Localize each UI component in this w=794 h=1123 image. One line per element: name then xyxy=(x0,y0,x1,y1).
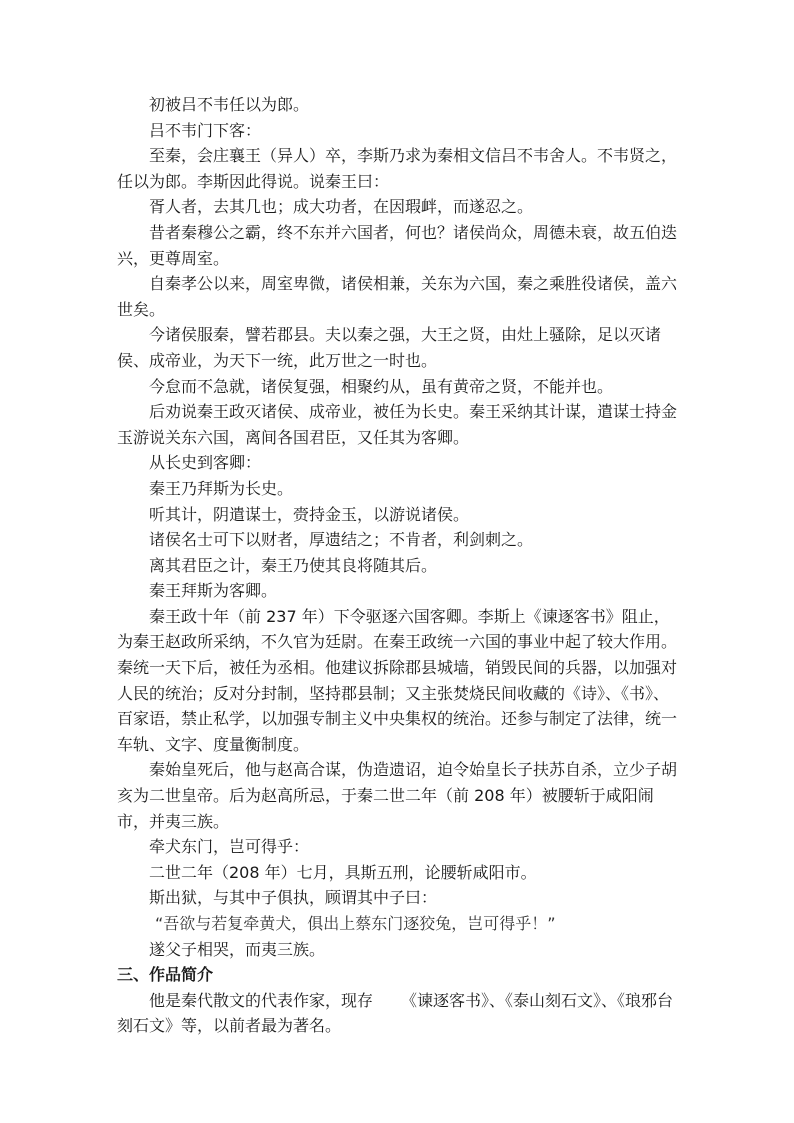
paragraph: 斯出狱，与其中子俱执，顾谓其中子曰： xyxy=(149,888,438,908)
paragraph: 诸侯名士可下以财者，厚遗结之；不肯者，利剑刺之。 xyxy=(149,530,534,550)
paragraph: 至秦，会庄襄王（异人）卒，李斯乃求为秦相文信吕不韦舍人。不韦贤之，任以为郎。李斯因此得说。说秦王曰： xyxy=(117,146,678,191)
document-body xyxy=(117,92,683,1039)
paragraph: 秦王乃拜斯为长史。 xyxy=(149,478,294,498)
paragraph: 遂父子相哭，而夷三族。 xyxy=(149,939,326,959)
paragraph: 吕不韦门下客： xyxy=(149,120,262,140)
intro-works-text: 《谏逐客书》、《泰山刻石文》、《琅邪台刻石文》等，以前者最为著名。 xyxy=(117,990,674,1036)
intro-paragraph xyxy=(117,988,683,1039)
paragraph: 后劝说秦王政灭诸侯、成帝业，被任为长史。秦王采纳其计谋，遣谋士持金玉游说关东六国，离间各国君臣，又任其为客卿。 xyxy=(117,402,678,447)
paragraph: 离其君臣之计，秦王乃使其良将随其后。 xyxy=(149,555,438,575)
section-heading: 三、作品简介 xyxy=(117,965,214,985)
paragraph: 秦始皇死后，他与赵高合谋，伪造遗诏，迫令始皇长子扶苏自杀，立少子胡亥为二世皇帝。后为赵高所忌，于秦二世二年（前 208 年）被腰斩于咸阳闹市，并夷三族。 xyxy=(117,760,678,831)
paragraph: 听其计，阴遣谋士，赍持金玉，以游说诸侯。 xyxy=(149,504,470,524)
paragraph: 初被吕不韦任以为郎。 xyxy=(149,95,310,114)
paragraph: 今怠而不急就，诸侯复强，相聚约从，虽有黄帝之贤，不能并也。 xyxy=(149,376,614,396)
quotation: “吾欲与若复牵黄犬，俱出上蔡东门逐狡兔，岂可得乎！” xyxy=(155,914,556,933)
paragraph: 胥人者，去其几也；成大功者，在因瑕衅，而遂忍之。 xyxy=(149,197,534,217)
paragraph: 牵犬东门，岂可得乎： xyxy=(149,837,310,857)
intro-text: 他是秦代散文的代表作家，现存 xyxy=(149,990,374,1010)
paragraph: 秦王拜斯为客卿。 xyxy=(149,581,278,601)
paragraph: 昔者秦穆公之霸，终不东并六国者，何也？诸侯尚众，周德未衰，故五伯迭兴，更尊周室。 xyxy=(117,222,678,268)
paragraph: 秦王政十年（前 237 年）下令驱逐六国客卿。李斯上《谏逐客书》阻止，为秦王赵政所采纳，不久官为廷尉。在秦王政统一六国的事业中起了较大作用。秦统一天下后，被任为丞相。他建议拆除郡县城墙，销毁民间的兵器，以加强对人民的统治；反对分封制，坚持郡县制；又主张焚烧民间收藏的《诗》、《书》、百家语，禁止私学，以加强专制主义中央集权的统治。还参与制定了法律，统一车轨、文字、度量衡制度。 xyxy=(117,606,678,754)
paragraph: 从长史到客卿： xyxy=(149,453,262,473)
paragraph: 今诸侯服秦，譬若郡县。夫以秦之强，大王之贤，由灶上骚除，足以灭诸侯、成帝业，为天下一统，此万世之一时也。 xyxy=(117,325,662,370)
paragraph: 二世二年（208 年）七月，具斯五刑，论腰斩咸阳市。 xyxy=(149,862,537,882)
paragraph: 自秦孝公以来，周室卑微，诸侯相兼，关东为六国，秦之乘胜役诸侯，盖六世矣。 xyxy=(117,274,678,319)
